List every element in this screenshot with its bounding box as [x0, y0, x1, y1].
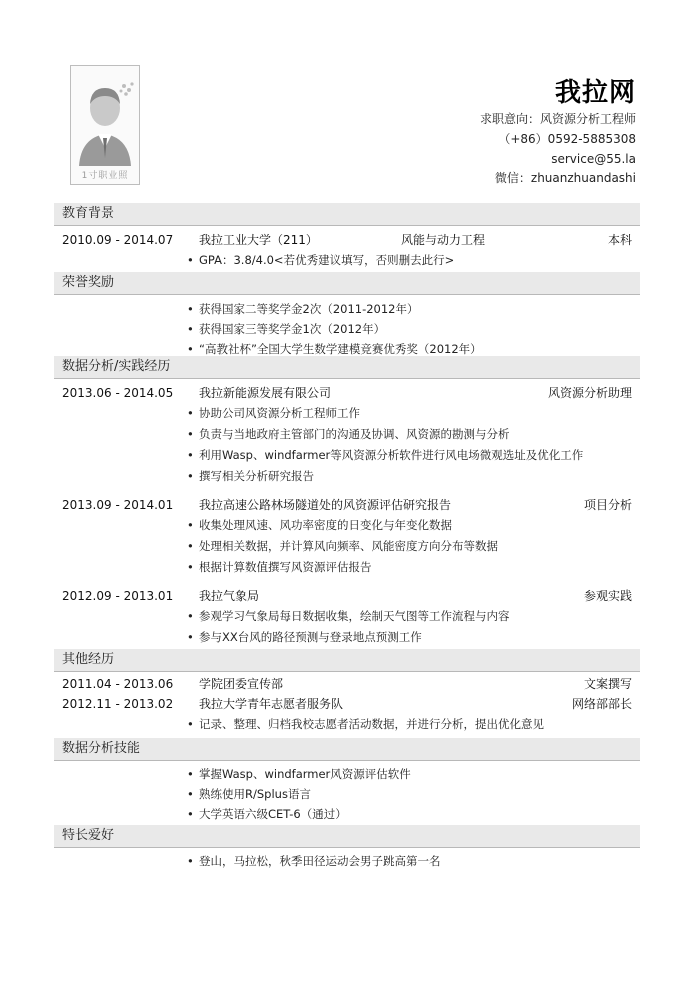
section-experience [54, 356, 640, 648]
list-item: • 撰写相关分析研究报告 [54, 466, 640, 487]
date-range: 2013.06 - 2014.05 [62, 386, 174, 400]
experience-header [54, 586, 640, 606]
section-education [54, 203, 640, 270]
date-range: 2013.09 - 2014.01 [62, 498, 174, 512]
list-item: • 获得国家二等奖学金2次（2011-2012年） [54, 299, 640, 319]
list-item: • 大学英语六级CET-6（通过） [54, 804, 640, 824]
section-title: 数据分析/实践经历 [54, 356, 640, 379]
section-title: 特长爱好 [54, 825, 640, 848]
profile-photo [70, 65, 140, 185]
date-range: 2010.09 - 2014.07 [62, 233, 174, 247]
email-address: service@55.la [551, 152, 636, 166]
date-range: 2012.09 - 2013.01 [62, 589, 174, 603]
list-item: • 参与XX台风的路径预测与登录地点预测工作 [54, 627, 640, 648]
school-name: 我拉工业大学（211） [199, 233, 318, 247]
major: 风能与动力工程 [401, 233, 486, 247]
list-item: • 获得国家三等奖学金1次（2012年） [54, 319, 640, 339]
role: 风资源分析助理 [547, 386, 632, 400]
list-item: • 根据计算数值撰写风资源评估报告 [54, 557, 640, 578]
section-title: 其他经历 [54, 649, 640, 672]
list-item: • 登山，马拉松，秋季田径运动会男子跳高第一名 [54, 851, 640, 871]
wechat-id: 微信：zhuanzhuandashi [494, 171, 636, 185]
experience-header [54, 495, 640, 515]
list-item: • 协助公司风资源分析工程师工作 [54, 403, 640, 424]
organization: 我拉新能源发展有限公司 [199, 386, 332, 400]
role: 网络部部长 [571, 697, 632, 711]
avatar-placeholder-icon [71, 66, 139, 184]
section-title: 荣誉奖励 [54, 272, 640, 295]
experience-header [54, 694, 640, 714]
list-item: • 处理相关数据，并计算风向频率、风能密度方向分布等数据 [54, 536, 640, 557]
section-other-experience [54, 649, 640, 734]
candidate-name: 我拉网 [554, 78, 636, 108]
section-honors [54, 272, 640, 359]
section-hobbies [54, 825, 640, 871]
education-row [54, 230, 640, 250]
list-item: • 利用Wasp、windfarmer等风资源分析软件进行风电场微观选址及优化工作 [54, 445, 640, 466]
role: 项目分析 [583, 498, 632, 512]
section-title: 教育背景 [54, 203, 640, 226]
list-item: • 掌握Wasp、windfarmer风资源评估软件 [54, 764, 640, 784]
section-title: 数据分析技能 [54, 738, 640, 761]
list-item: • GPA：3.8/4.0<若优秀建议填写，否则删去此行> [54, 250, 640, 270]
list-item: • 记录、整理、归档我校志愿者活动数据，并进行分析，提出优化意见 [54, 714, 640, 734]
list-item: • 参观学习气象局每日数据收集，绘制天气图等工作流程与内容 [54, 606, 640, 627]
experience-header [54, 674, 640, 694]
phone-number: （+86）0592-5885308 [498, 132, 636, 146]
list-item: • “高教社杯”全国大学生数学建模竞赛优秀奖（2012年） [54, 339, 640, 359]
role: 参观实践 [583, 589, 632, 603]
list-item: • 熟练使用R/Splus语言 [54, 784, 640, 804]
list-item: • 负责与当地政府主管部门的沟通及协调、风资源的勘测与分析 [54, 424, 640, 445]
list-item: • 收集处理风速、风功率密度的日变化与年变化数据 [54, 515, 640, 536]
photo-caption: 1寸职业照 [81, 171, 129, 181]
role: 文案撰写 [583, 677, 632, 691]
degree: 本科 [607, 233, 632, 247]
date-range: 2012.11 - 2013.02 [62, 697, 174, 711]
organization: 我拉大学青年志愿者服务队 [199, 697, 344, 711]
job-objective: 求职意向：风资源分析工程师 [479, 112, 636, 126]
section-skills [54, 738, 640, 824]
organization: 我拉高速公路林场隧道处的风资源评估研究报告 [199, 498, 452, 512]
organization: 我拉气象局 [199, 589, 260, 603]
experience-header [54, 383, 640, 403]
organization: 学院团委宣传部 [199, 677, 284, 691]
date-range: 2011.04 - 2013.06 [62, 677, 174, 691]
